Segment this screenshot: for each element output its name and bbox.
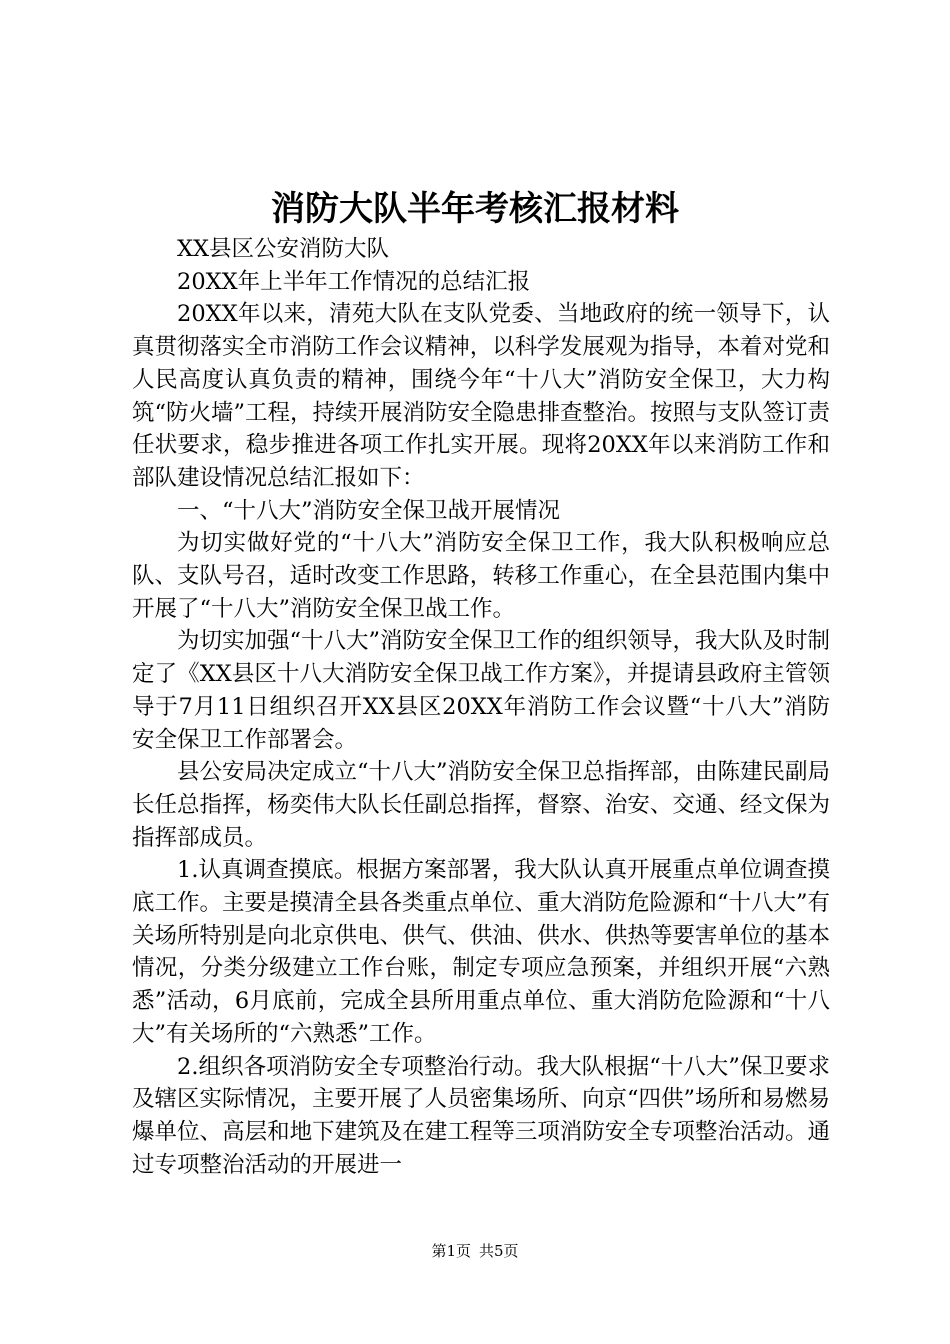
paragraph: 为切实做好党的“十八大”消防安全保卫工作，我大队积极响应总队、支队号召，适时改变工作思路，转移工作重心，在全县范围内集中开展了“十八大”消防安全保卫战工作。 <box>132 530 830 622</box>
paragraph: 县公安局决定成立“十八大”消防安全保卫总指挥部，由陈建民副局长任总指挥，杨奕伟大队长任副总指挥，督察、治安、交通、经文保为指挥部成员。 <box>132 759 831 851</box>
page-total: 共5页 <box>479 1242 519 1260</box>
page-number: 第1页 <box>431 1242 471 1260</box>
page-footer <box>0 1240 950 1262</box>
paragraph-item-2: 2.组织各项消防安全专项整治行动。我大队根据“十八大”保卫要求及辖区实际情况，主要开展了人员密集场所、向京“四供”场所和易燃易爆单位、高层和地下建筑及在建工程等三项消防安全专项整治活动。通过专项整治活动的开展进一 <box>132 1053 831 1178</box>
paragraph-report-subtitle: 20XX年上半年工作情况的总结汇报 <box>177 268 531 295</box>
paragraph-unit-name: XX县区公安消防大队 <box>177 236 390 262</box>
paragraph: 为切实加强“十八大”消防安全保卫工作的组织领导，我大队及时制定了《XX县区十八大消防安全保卫战工作方案》，并提请县政府主管领导于7月11日组织召开XX县区20XX年消防工作会议暨“十八大”消防安全保卫工作部署会。 <box>132 628 831 753</box>
paragraph-intro: 20XX年以来，清苑大队在支队党委、当地政府的统一领导下，认真贯彻落实全市消防工作会议精神，以科学发展观为指导，本着对党和人民高度认真负责的精神，围绕今年“十八大”消防安全保卫，大力构筑“防火墙”工程，持续开展消防安全隐患排查整治。按照与支队签订责任状要求，稳步推进各项工作扎实开展。现将20XX年以来消防工作和部队建设情况总结汇报如下： <box>132 301 831 491</box>
document-title: 消防大队半年考核汇报材料 <box>271 189 679 229</box>
paragraph-section-heading-1: 一、“十八大”消防安全保卫战开展情况 <box>177 497 561 524</box>
paragraph-item-1: 1.认真调查摸底。根据方案部署，我大队认真开展重点单位调查摸底工作。主要是摸清全县各类重点单位、重大消防危险源和“十八大”有关场所特别是向北京供电、供气、供油、供水、供热等要害单位的基本情况，分类分级建立工作台账，制定专项应急预案，并组织开展“六熟悉”活动，6月底前，完成全县所用重点单位、重大消防危险源和“十八大”有关场所的“六熟悉”工作。 <box>132 857 831 1047</box>
document-body <box>132 233 830 1181</box>
